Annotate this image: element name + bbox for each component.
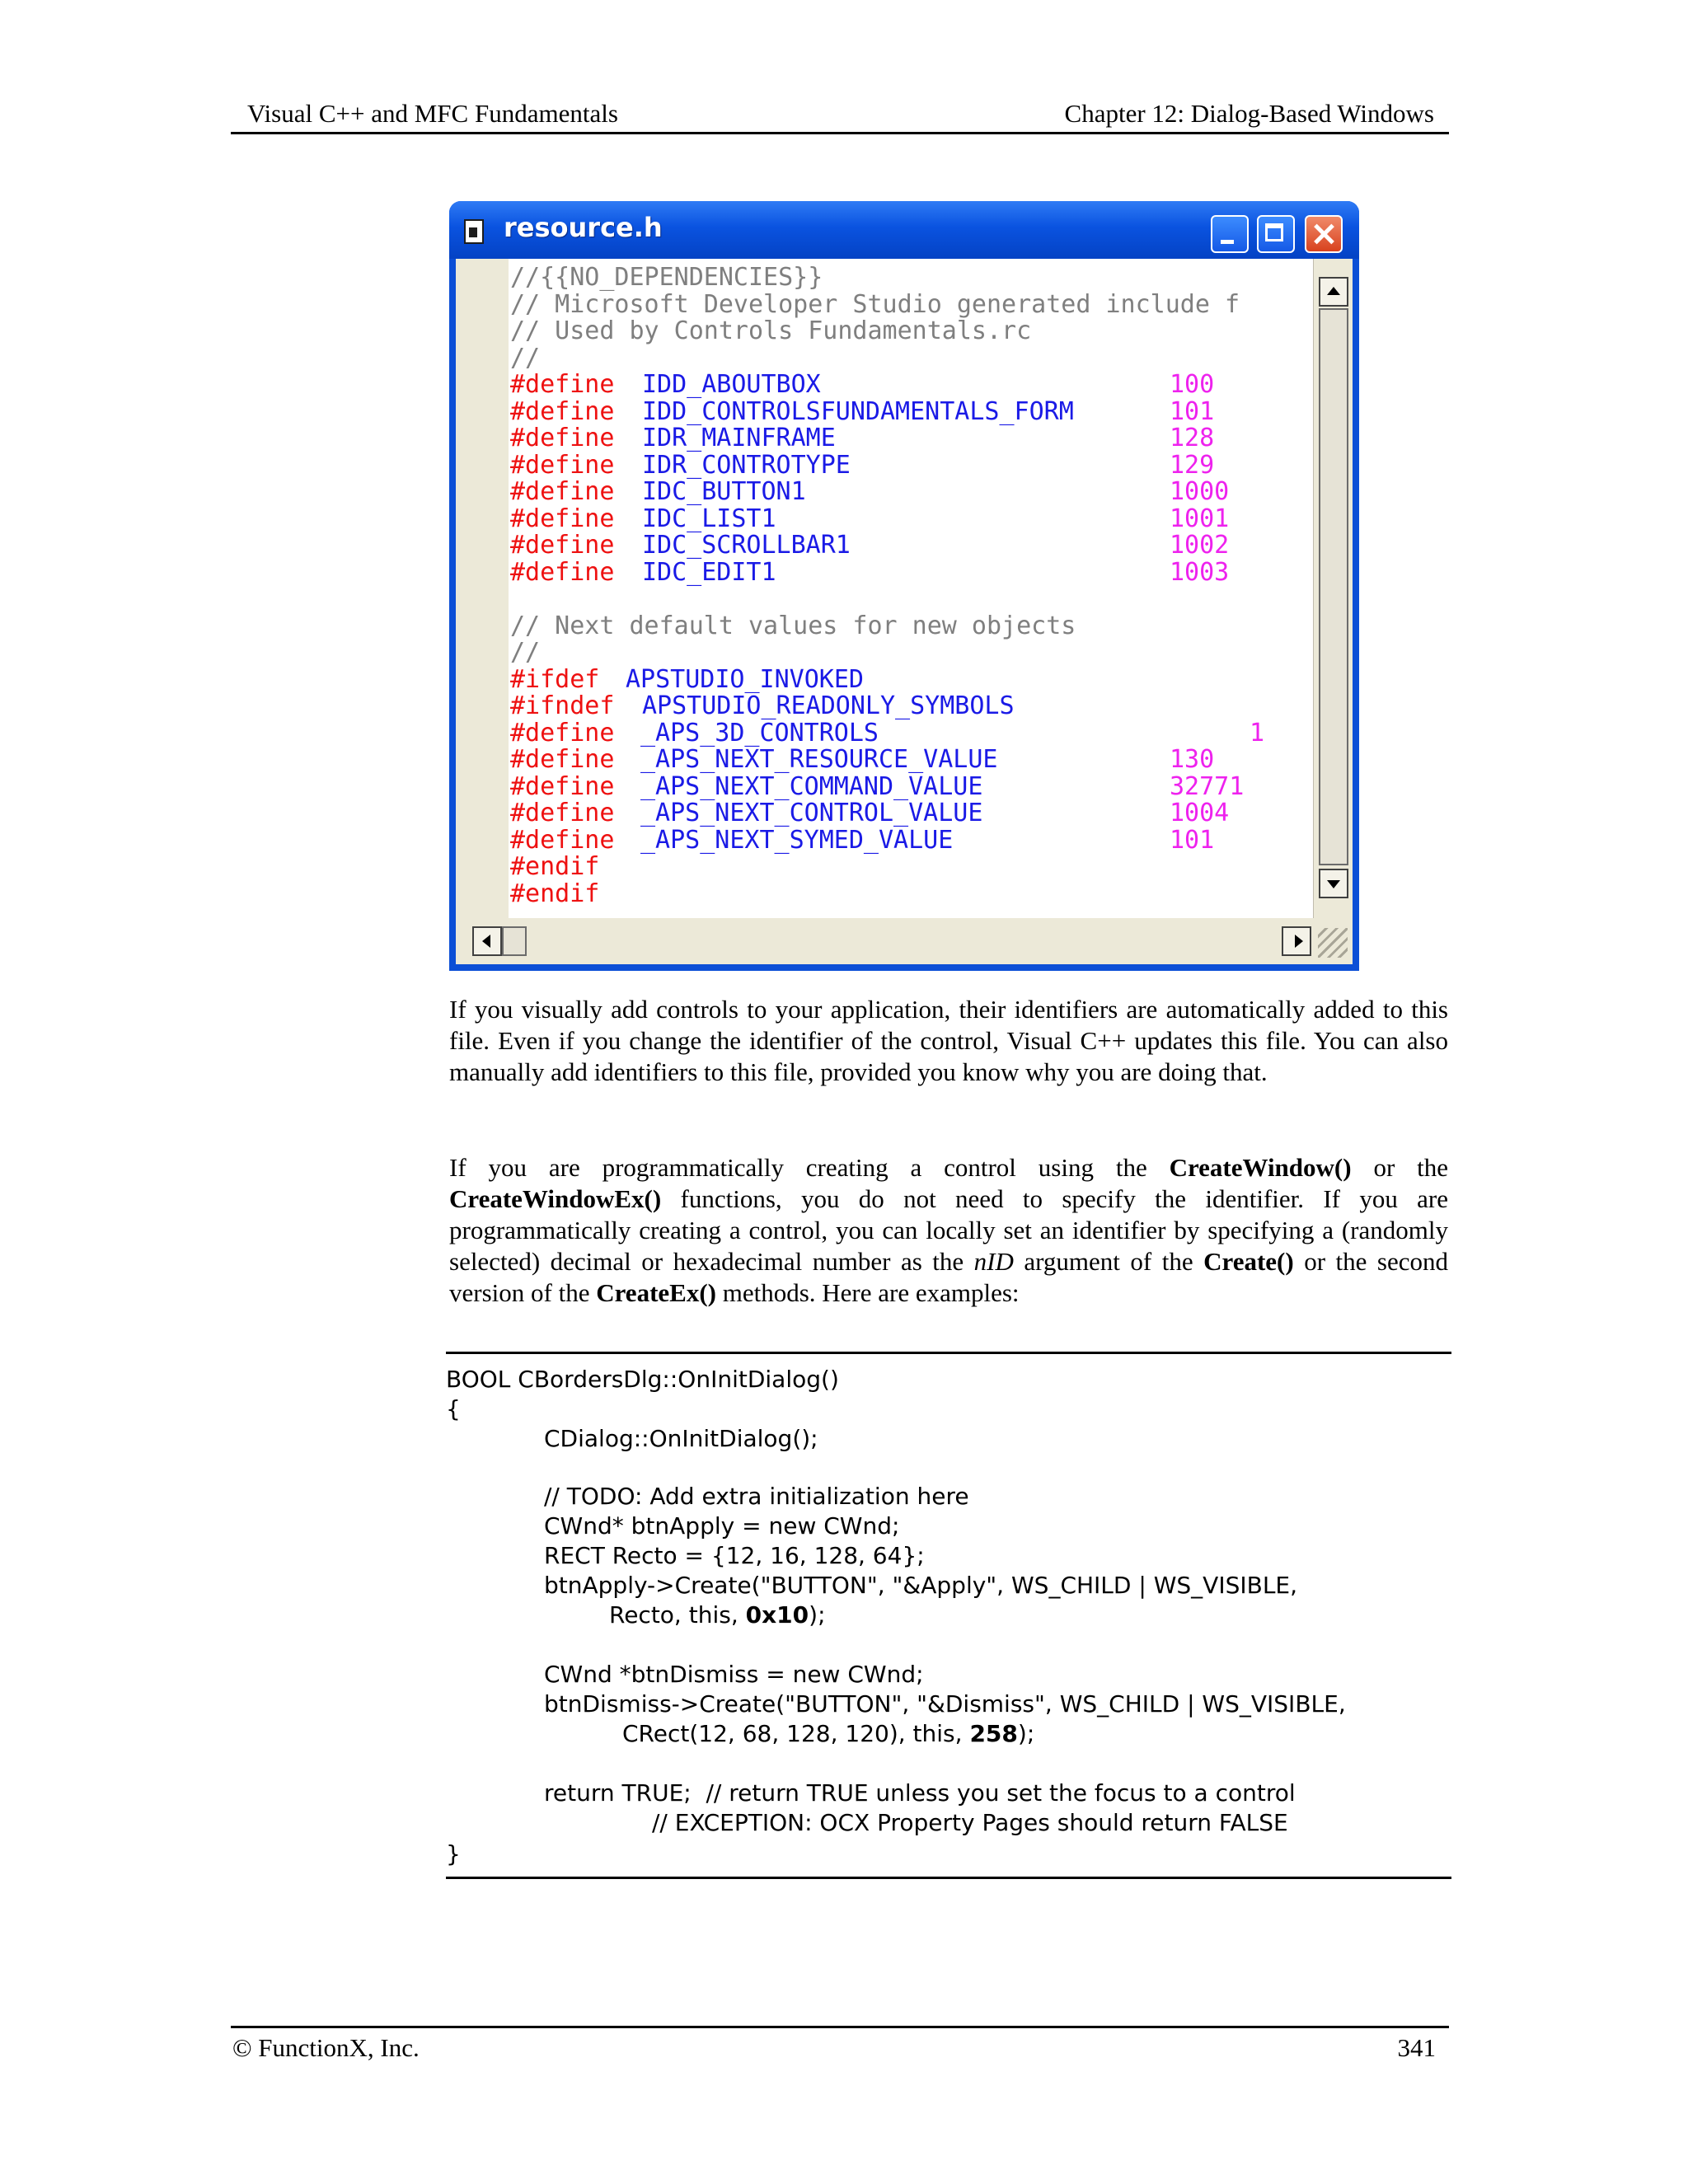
- directive-keyword: #endif: [510, 879, 600, 908]
- scroll-down-button[interactable]: [1319, 869, 1348, 898]
- code-listing: [446, 1352, 1451, 1879]
- copyright: © FunctionX, Inc.: [232, 2033, 420, 2062]
- directive-keyword: #define: [510, 799, 615, 827]
- scroll-up-button[interactable]: [1319, 277, 1348, 307]
- code-line: RECT Recto = {12, 16, 128, 64};: [544, 1542, 925, 1569]
- comment-text: //{{NO_DEPENDENCIES}}: [510, 263, 823, 292]
- horizontal-scroll-thumb[interactable]: [502, 926, 527, 956]
- code-line: [510, 612, 1310, 640]
- control-id-value: 258: [969, 1720, 1018, 1747]
- text-run: or the second version of the: [449, 1247, 1449, 1307]
- scroll-right-button[interactable]: [1282, 926, 1311, 956]
- close-icon[interactable]: [1305, 215, 1343, 253]
- directive-keyword: #endif: [510, 852, 600, 881]
- paragraph-identifiers: If you visually add controls to your application, their identifiers are automatically added to this file. Even if you change the identifier of the control, Visual C++ updates this file. You can also manually add identifiers to this file, provided you know why you are doing that.: [449, 995, 1448, 1086]
- code-line: [510, 398, 1310, 425]
- code-line: [510, 452, 1310, 479]
- symbol-name: _APS_NEXT_RESOURCE_VALUE: [640, 745, 998, 774]
- code-editor[interactable]: [509, 259, 1313, 918]
- function-name: CreateEx(): [596, 1278, 716, 1307]
- code-line: }: [446, 1840, 461, 1868]
- symbol-name: APSTUDIO_READONLY_SYMBOLS: [642, 691, 1015, 720]
- code-line: [510, 317, 1310, 344]
- comment-text: //: [510, 343, 541, 373]
- directive-keyword: #define: [510, 557, 615, 587]
- code-line: [510, 371, 1310, 398]
- symbol-value: 101: [1170, 396, 1215, 426]
- vertical-scroll-thumb[interactable]: [1319, 308, 1348, 865]
- symbol-value: 130: [1170, 745, 1215, 774]
- code-line: [510, 692, 1310, 719]
- code-line: CWnd* btnApply = new CWnd;: [544, 1512, 900, 1540]
- code-line: [510, 880, 1310, 907]
- directive-keyword: #define: [510, 477, 615, 506]
- symbol-name: IDR_MAINFRAME: [642, 424, 836, 452]
- comment-text: // Used by Controls Fundamentals.rc: [510, 316, 1032, 345]
- symbol-value: 1000: [1170, 477, 1230, 506]
- directive-keyword: #define: [510, 424, 615, 452]
- directive-keyword: #define: [510, 771, 615, 801]
- directive-keyword: #define: [510, 718, 615, 748]
- code-line: [622, 1720, 1034, 1748]
- document-icon: [464, 219, 484, 244]
- code-line: [510, 478, 1310, 505]
- symbol-name: IDR_CONTROTYPE: [642, 450, 851, 480]
- text-run: or the: [1351, 1153, 1449, 1182]
- directive-keyword: #define: [510, 396, 615, 426]
- symbol-name: _APS_NEXT_SYMED_VALUE: [640, 825, 954, 855]
- code-line: [510, 559, 1310, 586]
- symbol-value: 129: [1170, 450, 1215, 480]
- code-line: [510, 666, 1310, 693]
- arrow-right-icon: [1295, 935, 1303, 948]
- editor-window: [449, 201, 1359, 971]
- code-line: [510, 505, 1310, 532]
- code-line: btnApply->Create("BUTTON", "&Apply", WS_CHILD | WS_VISIBLE,: [544, 1572, 1298, 1599]
- directive-keyword: #ifndef: [510, 691, 615, 720]
- symbol-value: 101: [1170, 825, 1215, 855]
- directive-keyword: #define: [510, 825, 615, 855]
- code-line: [510, 827, 1310, 854]
- code-line: CWnd *btnDismiss = new CWnd;: [544, 1661, 924, 1688]
- directive-keyword: #define: [510, 531, 615, 560]
- code-line: btnDismiss->Create("BUTTON", "&Dismiss", WS_CHILD | WS_VISIBLE,: [544, 1690, 1346, 1718]
- directive-keyword: #define: [510, 450, 615, 480]
- arrow-down-icon: [1327, 880, 1340, 888]
- comment-text: //: [510, 638, 541, 667]
- symbol-name: _APS_NEXT_COMMAND_VALUE: [640, 771, 983, 801]
- arrow-up-icon: [1327, 287, 1340, 295]
- symbol-name: IDC_SCROLLBAR1: [642, 531, 851, 560]
- symbol-value: 1004: [1170, 799, 1230, 827]
- scroll-left-button[interactable]: [472, 926, 502, 956]
- horizontal-scrollbar[interactable]: [456, 918, 1313, 964]
- chapter-title: Chapter 12: Dialog-Based Windows: [1064, 99, 1434, 128]
- symbol-value: 128: [1170, 424, 1215, 452]
- symbol-value: 1002: [1170, 531, 1230, 560]
- code-text: );: [809, 1601, 826, 1629]
- code-line: CDialog::OnInitDialog();: [544, 1425, 818, 1452]
- code-line: [510, 424, 1310, 452]
- symbol-name: APSTUDIO_INVOKED: [626, 664, 864, 694]
- editor-client-area: [456, 259, 1353, 964]
- book-title: Visual C++ and MFC Fundamentals: [247, 99, 618, 128]
- code-line: [510, 719, 1310, 747]
- text-run: methods. Here are examples:: [715, 1278, 1020, 1307]
- directive-keyword: #define: [510, 745, 615, 774]
- code-line: return TRUE; // return TRUE unless you set the focus to a control: [544, 1779, 1296, 1807]
- maximize-icon[interactable]: [1257, 215, 1295, 253]
- window-title: resource.h: [504, 212, 663, 243]
- symbol-name: _APS_3D_CONTROLS: [640, 718, 879, 748]
- function-name: CreateWindow(): [1169, 1153, 1352, 1182]
- function-name: Create(): [1203, 1247, 1294, 1276]
- editor-gutter: [456, 259, 509, 918]
- code-line: [510, 532, 1310, 559]
- page-number: 341: [1397, 2033, 1436, 2062]
- directive-keyword: #define: [510, 504, 615, 533]
- directive-keyword: #ifdef: [510, 664, 600, 694]
- symbol-name: _APS_NEXT_CONTROL_VALUE: [640, 799, 983, 827]
- code-line: [609, 1601, 826, 1629]
- code-line: {: [446, 1395, 461, 1422]
- symbol-value: 100: [1170, 370, 1215, 399]
- symbol-name: IDD_CONTROLSFUNDAMENTALS_FORM: [642, 396, 1074, 426]
- symbol-value: 1003: [1170, 557, 1230, 587]
- function-name: CreateWindowEx(): [449, 1184, 662, 1213]
- symbol-value: 1: [1250, 718, 1265, 748]
- running-footer: [231, 2026, 1449, 2069]
- code-line: BOOL CBordersDlg::OnInitDialog(): [446, 1366, 839, 1393]
- paragraph-create-window: [449, 1152, 1448, 1309]
- symbol-value: 1001: [1170, 504, 1230, 533]
- code-text: Recto, this,: [609, 1601, 746, 1629]
- text-run: functions, you do not need to specify the identifier. If you are programmatically creating a control, you can locally set an identifier by specifying a (randomly selected) decimal or hexadecimal number as the: [449, 1184, 1448, 1276]
- argument-name: nID: [973, 1247, 1014, 1276]
- code-line: // EXCEPTION: OCX Property Pages should return FALSE: [652, 1809, 1288, 1836]
- text-run: argument of the: [1013, 1247, 1204, 1276]
- arrow-left-icon: [482, 935, 490, 948]
- running-header: [231, 96, 1449, 134]
- code-line: [510, 585, 1310, 612]
- resize-grip-icon[interactable]: [1318, 928, 1348, 958]
- code-line: [510, 746, 1310, 773]
- code-line: [510, 639, 1310, 666]
- directive-keyword: #define: [510, 370, 615, 399]
- text-run: If you are programmatically creating a control using the: [449, 1153, 1170, 1182]
- control-id-value: 0x10: [745, 1601, 809, 1629]
- symbol-name: IDD_ABOUTBOX: [642, 370, 821, 399]
- symbol-value: 32771: [1170, 771, 1245, 801]
- comment-text: // Next default values for new objects: [510, 611, 1076, 640]
- symbol-name: IDC_EDIT1: [642, 557, 776, 587]
- comment-text: // Microsoft Developer Studio generated include f: [510, 289, 1240, 319]
- symbol-name: IDC_LIST1: [642, 504, 776, 533]
- code-line: // TODO: Add extra initialization here: [544, 1483, 969, 1510]
- code-line: [510, 264, 1310, 291]
- code-line: [510, 853, 1310, 880]
- title-bar[interactable]: [449, 201, 1359, 259]
- code-text: CRect(12, 68, 128, 120), this,: [622, 1720, 970, 1747]
- code-line: [510, 291, 1310, 318]
- minimize-icon[interactable]: [1211, 215, 1249, 253]
- vertical-scrollbar[interactable]: [1313, 259, 1353, 918]
- symbol-name: IDC_BUTTON1: [642, 477, 806, 506]
- code-text: );: [1017, 1720, 1035, 1747]
- code-line: [510, 773, 1310, 800]
- code-line: [510, 799, 1310, 827]
- code-line: [510, 344, 1310, 372]
